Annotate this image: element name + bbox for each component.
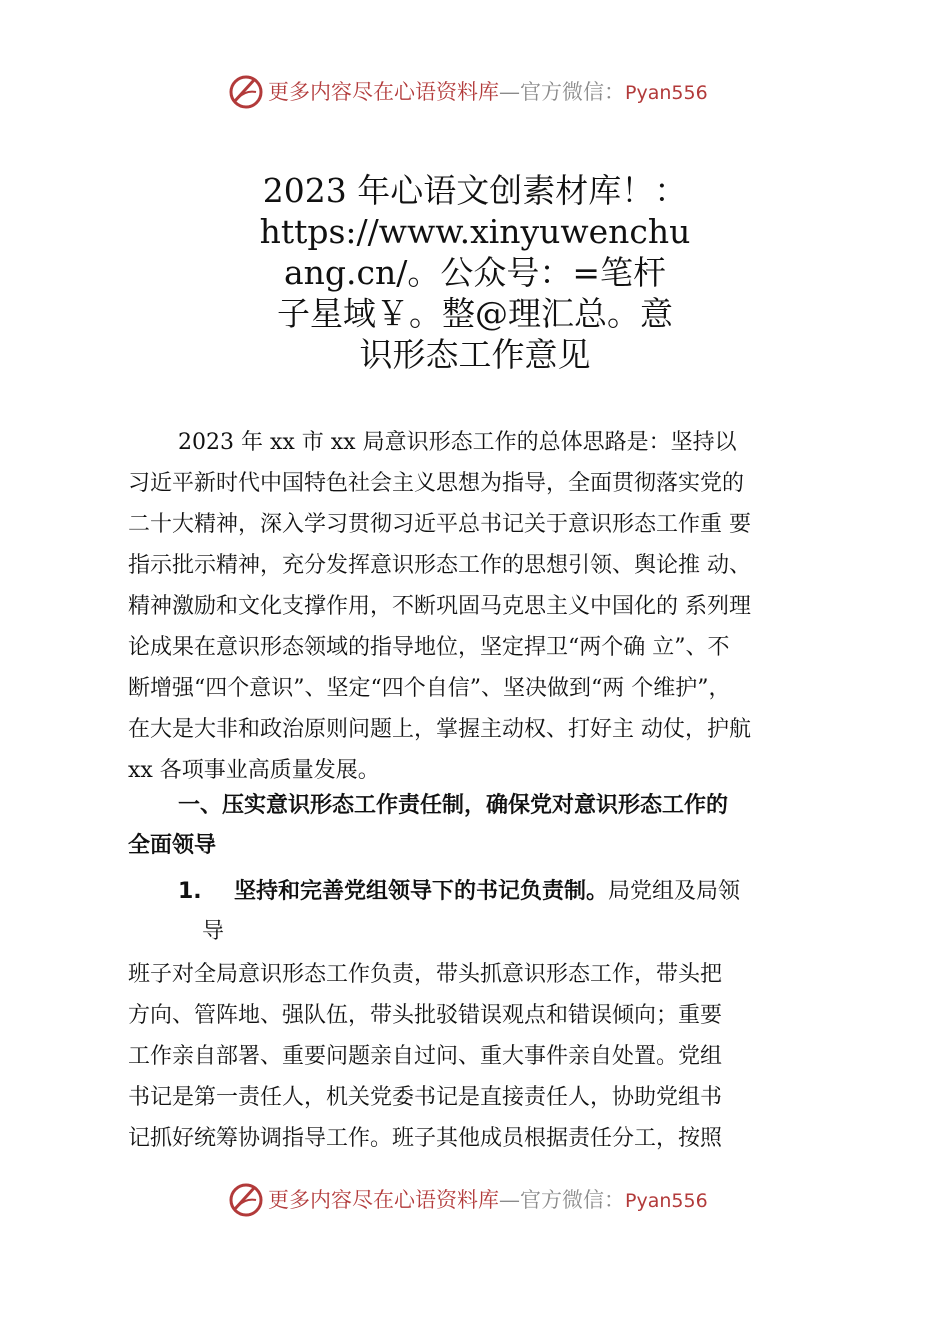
item-continuation: 导 [202,919,225,944]
paragraph-line: 2023 年 xx 市 xx 局意识形态工作的总体思路是：坚持以 [178,430,737,455]
banner-wechat-label: —官方微信： [499,80,625,104]
pen-swirl-logo-icon [226,72,266,112]
paragraph-line: 记抓好统筹协调指导工作。班子其他成员根据责任分工，按照 [128,1126,723,1151]
heading-line: 一、压实意识形态工作责任制，确保党对意识形态工作的 [178,793,729,818]
intro-paragraph [128,422,828,791]
paragraph-line: 班子对全局意识形态工作负责，带头抓意识形态工作，带头把 [128,962,723,987]
banner-text [268,1187,708,1214]
body-paragraph [128,954,828,1159]
title-line: 2023 年心语文创素材库！： [262,171,688,210]
banner-site-name: 更多内容尽在心语资料库 [268,1188,499,1212]
paragraph-line: xx 各项事业高质量发展。 [128,758,380,783]
item-number: 1. [178,879,202,904]
pen-swirl-logo-icon [226,1180,266,1220]
item-text: 局党组及局领 [608,879,741,904]
paragraph-line: 断增强“四个意识”、坚定“四个自信”、坚决做到“两 个维护”， [128,676,731,701]
title-line: https://www.xinyuwenchu [259,212,691,251]
title-line: 子星域￥。整@理汇总。意 [277,294,673,333]
header-banner [0,70,950,114]
title-line: 识形态工作意见 [359,335,591,374]
paragraph-line: 习近平新时代中国特色社会主义思想为指导，全面贯彻落实党的 [128,471,745,496]
banner-wechat-id: Pyan556 [625,82,708,104]
paragraph-line: 书记是第一责任人，机关党委书记是直接责任人，协助党组书 [128,1085,723,1110]
banner-text [268,79,708,106]
banner-site-name: 更多内容尽在心语资料库 [268,80,499,104]
paragraph-line: 二十大精神，深入学习贯彻习近平总书记关于意识形态工作重 要 [128,512,751,537]
banner-wechat-label: —官方微信： [499,1188,625,1212]
paragraph-line: 在大是大非和政治原则问题上，掌握主动权、打好主 动仗，护航 [128,717,751,742]
item-bold-lead: 坚持和完善党组领导下的书记负责制。 [234,879,609,904]
footer-banner [0,1178,950,1222]
paragraph-line: 指示批示精神，充分发挥意识形态工作的思想引领、舆论推 动、 [128,553,751,578]
section-heading-1 [128,786,828,866]
paragraph-line: 方向、管阵地、强队伍，带头批驳错误观点和错误倾向；重要 [128,1003,723,1028]
list-item-1 [178,872,828,952]
banner-wechat-id: Pyan556 [625,1190,708,1212]
paragraph-line: 工作亲自部署、重要问题亲自过问、重大事件亲自处置。党组 [128,1044,723,1069]
title-line: ang.cn/。公众号：=笔杆 [283,253,667,292]
paragraph-line: 精神激励和文化支撑作用，不断巩固马克思主义中国化的 系列理 [128,594,751,619]
heading-line: 全面领导 [128,833,217,858]
document-title [180,170,770,375]
paragraph-line: 论成果在意识形态领域的指导地位，坚定捍卫“两个确 立”、不 [128,635,730,660]
